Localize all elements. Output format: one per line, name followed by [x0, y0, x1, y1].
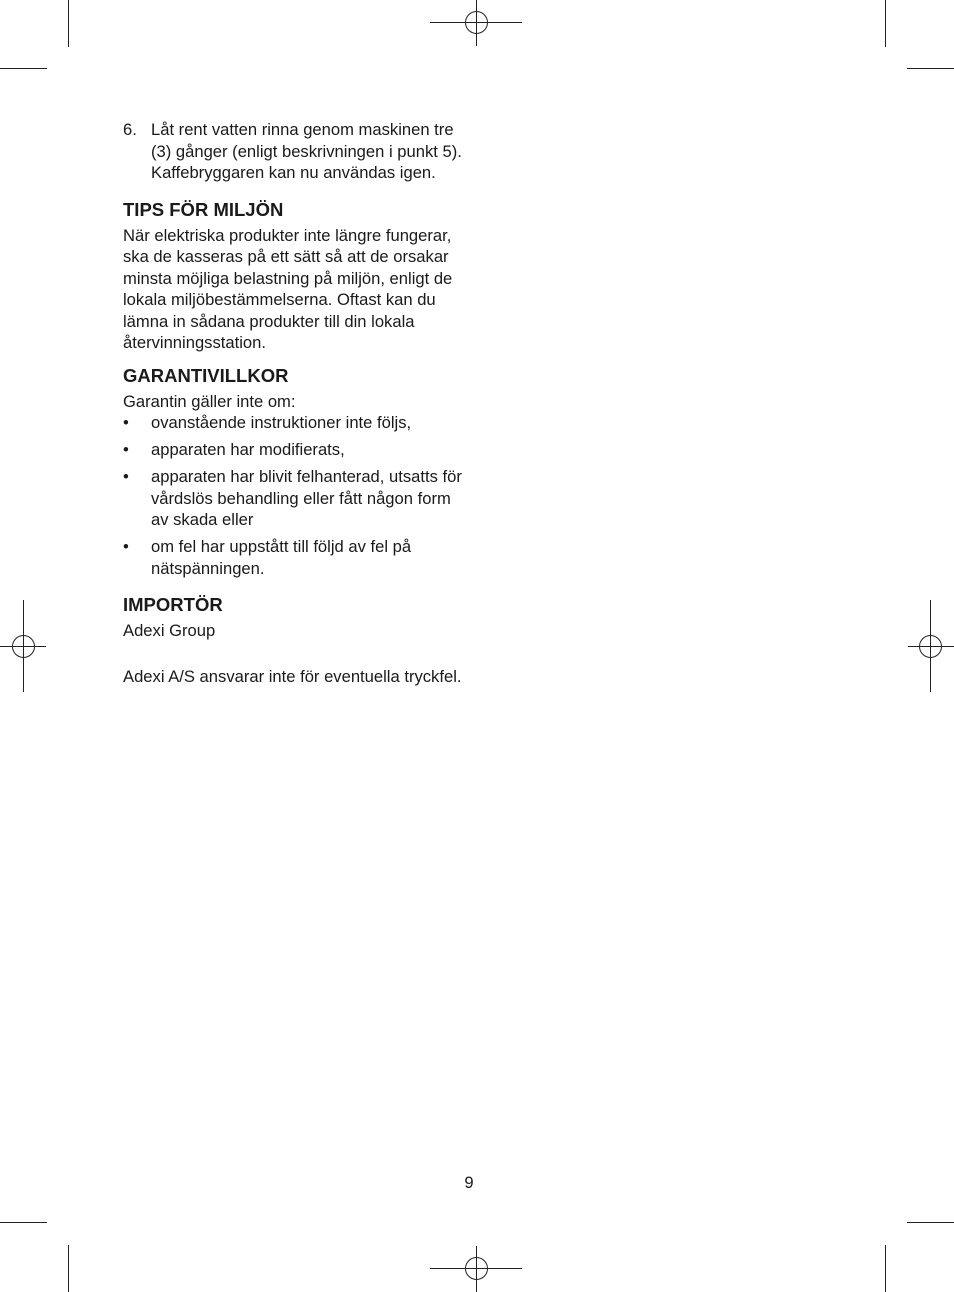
list-item-text: apparaten har blivit felhanterad, utsatts för vårdslös behandling eller fått någon form av skada eller — [151, 467, 462, 529]
importer-disclaimer: Adexi A/S ansvarar inte för eventuella tryckfel. — [123, 666, 462, 686]
warranty-list — [123, 412, 468, 579]
page-number: 9 — [464, 1173, 474, 1192]
registration-mark-left — [0, 600, 46, 692]
list-item — [123, 466, 468, 531]
warranty-heading: GARANTIVILLKOR — [123, 364, 289, 386]
warranty-intro: Garantin gäller inte om: — [123, 391, 296, 411]
section-warranty — [123, 364, 468, 580]
registration-mark-right — [908, 600, 954, 692]
bullet: • — [123, 413, 129, 432]
importer-heading: IMPORTÖR — [123, 594, 223, 615]
bullet: • — [123, 537, 129, 556]
section-tips — [123, 198, 468, 354]
step-number: 6. — [123, 120, 137, 139]
section-importer — [123, 593, 468, 687]
importer-company: Adexi Group — [123, 621, 216, 640]
list-item — [123, 412, 468, 434]
list-item-text: ovanstående instruktioner inte följs, — [151, 413, 412, 432]
registration-mark-bottom — [430, 1246, 522, 1292]
list-item — [123, 536, 468, 579]
list-item-text: apparaten har modifierats, — [151, 440, 345, 459]
step-6 — [123, 119, 468, 184]
bullet: • — [123, 440, 129, 459]
tips-heading: TIPS FÖR MILJÖN — [123, 198, 284, 220]
bullet: • — [123, 467, 129, 486]
page-content — [123, 119, 468, 687]
registration-mark-top — [430, 0, 522, 46]
list-item-text: om fel har uppstått till följd av fel på nätspänningen. — [151, 537, 412, 578]
tips-body: När elektriska produkter inte längre fungerar, ska de kasseras på ett sätt så att de orsakar minsta möjliga belastning på miljön, enligt de lokala miljöbestämmelserna. Oftast kan du lämna in sådana produkter till din lokala återvinningsstation. — [123, 225, 453, 352]
list-item — [123, 439, 468, 461]
spacer — [123, 642, 468, 663]
step-text: Låt rent vatten rinna genom maskinen tre (3) gånger (enligt beskrivningen i punkt 5). Kaffebryggaren kan nu användas igen. — [151, 120, 462, 182]
